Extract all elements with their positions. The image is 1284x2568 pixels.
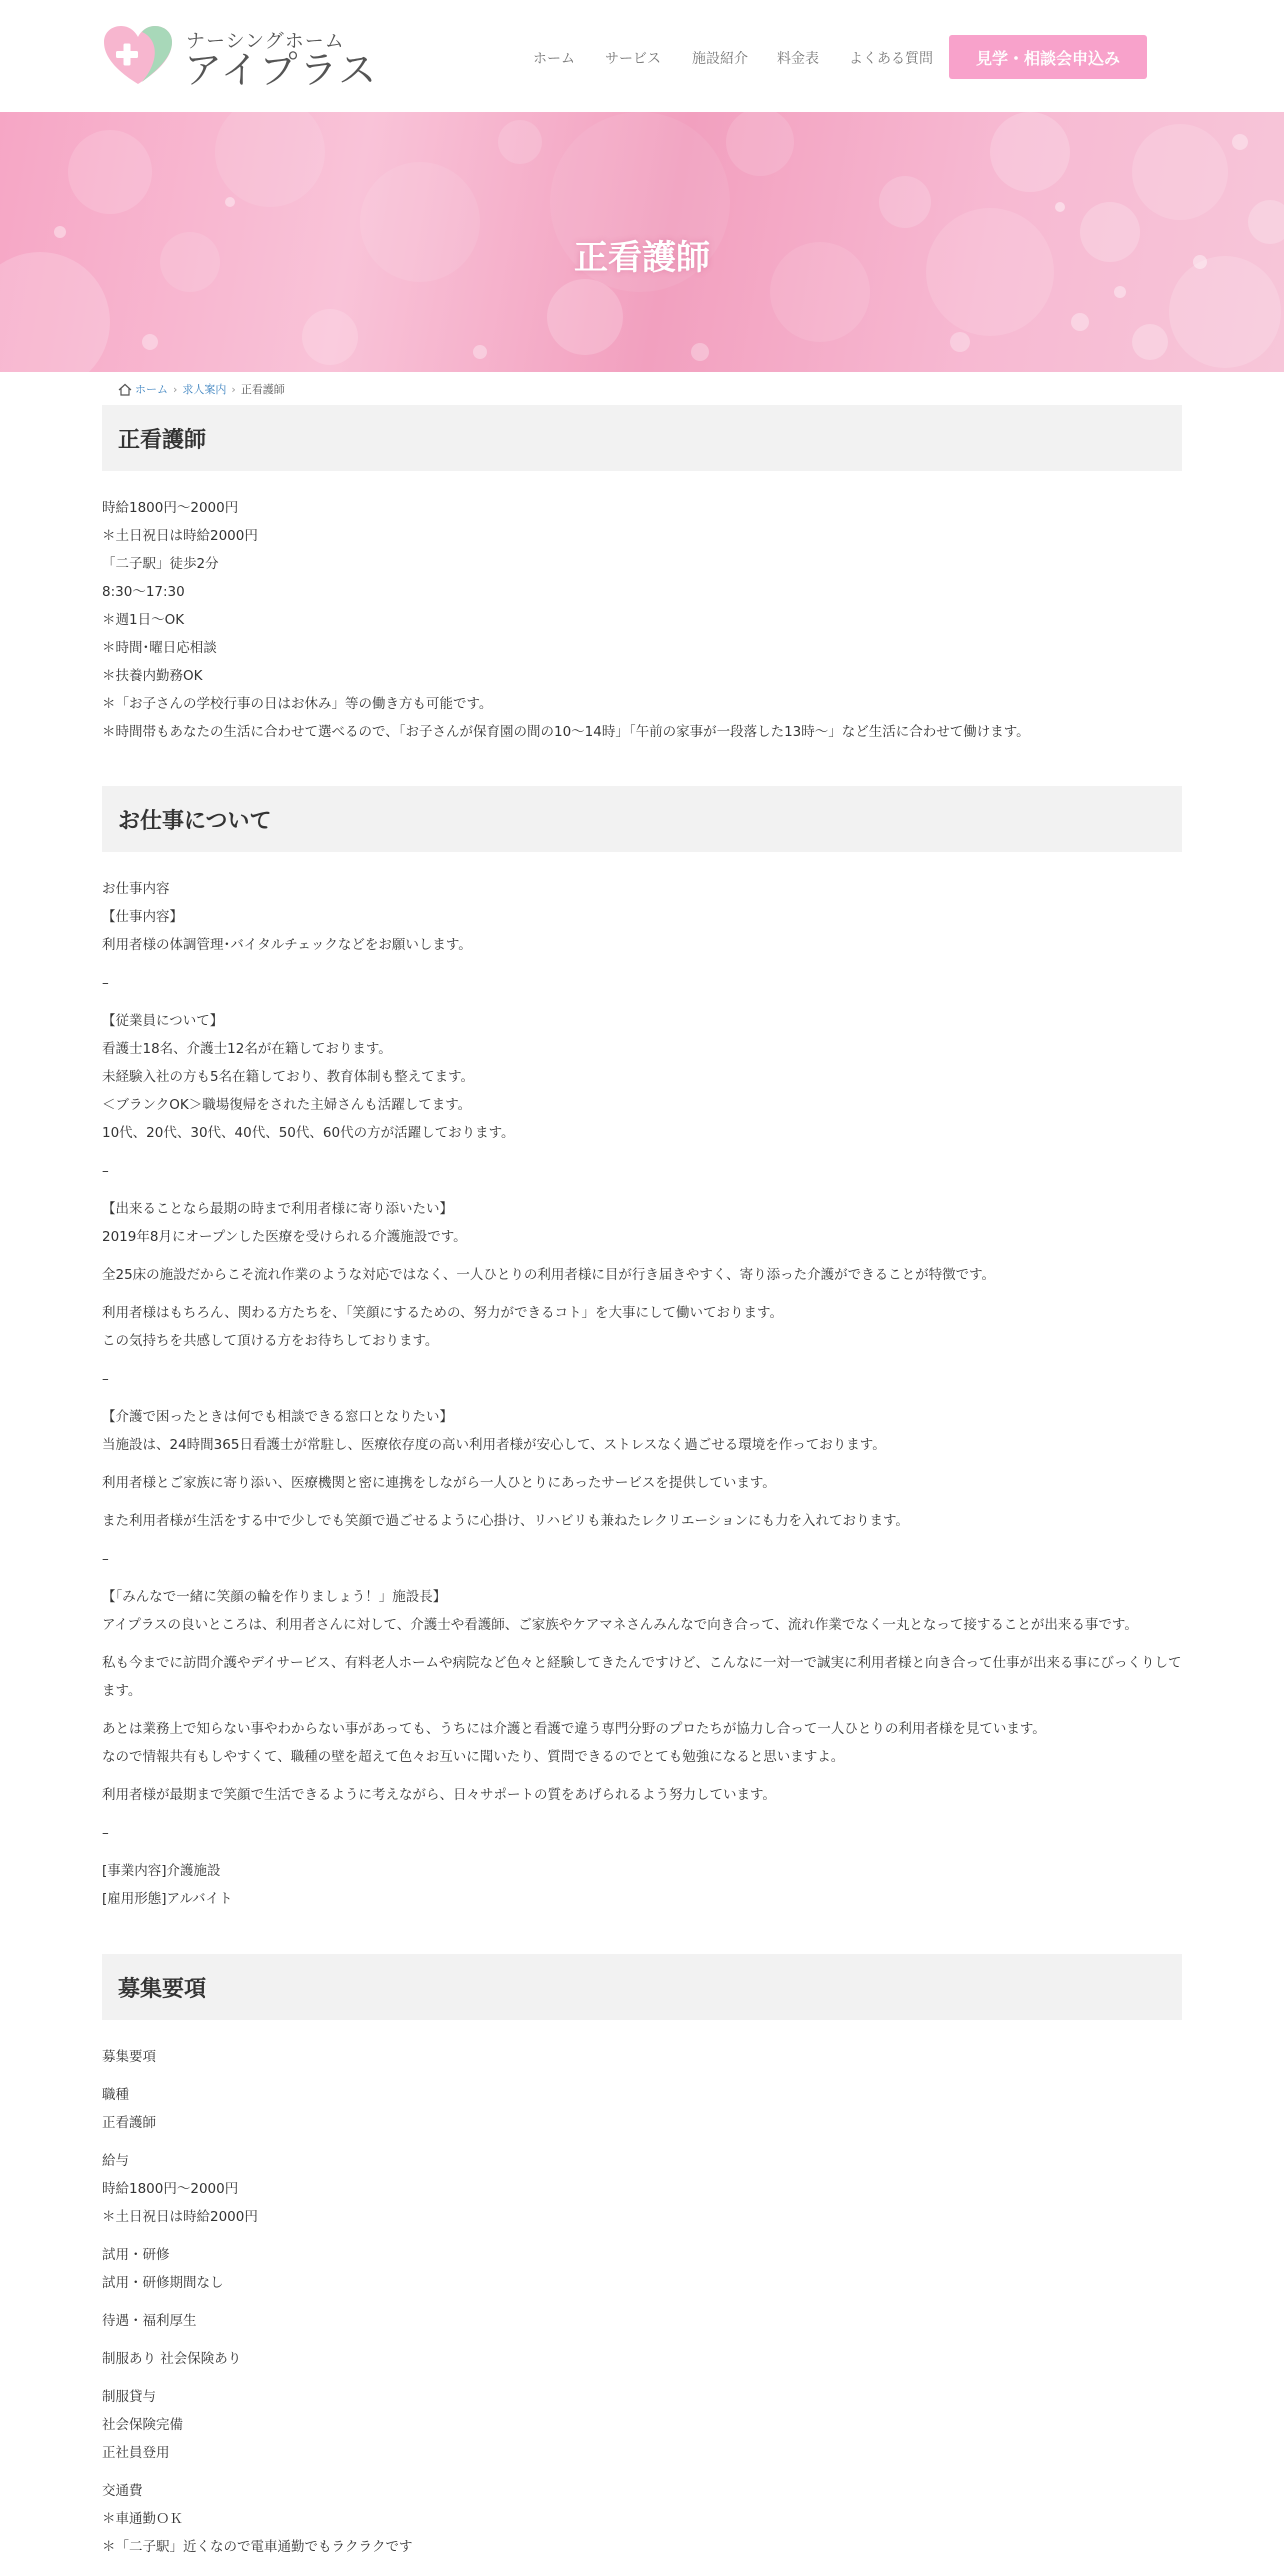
text-line: 10代、20代、30代、40代、50代、60代の方が活躍しております。 — [102, 1125, 515, 1141]
field-value: 正看護師 — [102, 2115, 156, 2131]
section-heading-requirements: 募集要項 — [102, 1954, 1182, 2020]
field-value: ＊車通勤ＯＫ — [102, 2511, 183, 2527]
text-line: ＜ブランクOK＞職場復帰をされた主婦さんも活躍してます。 — [102, 1097, 472, 1113]
breadcrumb-current: 正看護師 — [240, 383, 285, 396]
nav-pricing[interactable]: 料金表 — [777, 51, 819, 67]
field-label: 給与 — [102, 2153, 129, 2169]
text-line: 利用者様が最期まで笑顔で生活できるように考えながら、日々サポートの質をあげられるよう努力しています。 — [102, 1787, 776, 1803]
field-label: 試用・研修 — [102, 2247, 170, 2263]
text-line: 利用者様の体調管理･バイタルチェックなどをお願いします。 — [102, 937, 472, 953]
text-line: 【「みんなで一緒に笑顔の輪を作りましょう！」施設長】 — [102, 1589, 447, 1605]
breadcrumb-separator: › — [173, 382, 178, 396]
divider-dash: – — [102, 1163, 109, 1179]
text-line: 【従業員について】 — [102, 1013, 224, 1029]
home-icon — [118, 383, 132, 396]
logo-subtitle: ナーシングホーム — [186, 30, 345, 52]
text-line: 募集要項 — [102, 2049, 156, 2065]
text-line: ＊週1日～OK — [102, 612, 185, 628]
text-line: 8:30～17:30 — [102, 584, 185, 600]
field-value: 制服あり 社会保険あり — [102, 2351, 242, 2367]
site-header — [0, 0, 1284, 112]
text-line: ＊扶養内勤務OK — [102, 668, 203, 684]
text-line: 利用者様はもちろん、関わる方たちを、「笑顔にするための、努力ができるコト」を大事にして働いております。 — [102, 1305, 783, 1321]
page-title: 正看護師 — [574, 238, 710, 278]
field-value: ＊土日祝日は時給2000円 — [102, 2209, 258, 2225]
breadcrumb-home[interactable]: ホーム — [135, 383, 168, 396]
text-line: ＊「お子さんの学校行事の日はお休み」等の働き方も可能です。 — [102, 696, 493, 712]
nav-facility[interactable]: 施設紹介 — [692, 51, 748, 67]
divider-dash: – — [102, 1825, 109, 1841]
text-line: 看護士18名、介護士12名が在籍しております。 — [102, 1041, 392, 1057]
text-line: 当施設は、24時間365日看護士が常駐し、医療依存度の高い利用者様が安心して、ストレスなく過ごせる環境を作っております。 — [102, 1437, 886, 1453]
visit-application-button[interactable]: 見学・相談会申込み — [949, 35, 1147, 79]
heart-cross-logo-icon — [102, 24, 174, 88]
text-line: アイプラスの良いところは、利用者さんに対して、介護士や看護師、ご家族やケアマネさんみんなで向き合って、流れ作業でなく一丸となって接することが出来る事です。 — [102, 1617, 1138, 1633]
field-label: 職種 — [102, 2087, 129, 2103]
text-line: 利用者様とご家族に寄り添い、医療機関と密に連携をしながら一人ひとりにあったサービスを提供しています。 — [102, 1475, 776, 1491]
text-line: ＊時間･曜日応相談 — [102, 640, 217, 656]
text-line: なので情報共有もしやすくて、職種の壁を超えて色々お互いに聞いたり、質問できるのでとても勉強になると思いますよ。 — [102, 1749, 845, 1765]
section-heading-job: お仕事について — [102, 786, 1182, 852]
field-value: 時給1800円〜2000円 — [102, 2181, 239, 2197]
site-logo[interactable] — [102, 24, 379, 92]
field-value: ＊「二子駅」近くなので電車通勤でもラクラクです — [102, 2539, 413, 2555]
nav-home[interactable]: ホーム — [533, 51, 575, 67]
field-label: 制服貸与 — [102, 2389, 156, 2405]
field-value: 試用・研修期間なし — [102, 2275, 224, 2291]
field-value: 社会保険完備 — [102, 2417, 183, 2433]
text-line: この気持ちを共感して頂ける方をお待ちしております。 — [102, 1333, 439, 1349]
text-line: 2019年8月にオープンした医療を受けられる介護施設です。 — [102, 1229, 467, 1245]
field-label: 待遇・福利厚生 — [102, 2313, 197, 2329]
text-line: あとは業務上で知らない事やわからない事があっても、うちには介護と看護で違う専門分野のプロたちが協力し合って一人ひとりの利用者様を見ています。 — [102, 1721, 1046, 1737]
text-line: 「二子駅」徒歩2分 — [102, 556, 219, 572]
text-line: ＊時間帯もあなたの生活に合わせて選べるので、「お子さんが保育園の間の10～14時」「午前の家事が一段落した13時～」など生活に合わせて働けます。 — [102, 724, 1030, 740]
text-paragraph: 私も今までに訪問介護やデイサービス、有料老人ホームや病院など色々と経験してきたんですけど、こんなに一対一で誠実に利用者様と向き合って仕事が出来る事にびっくりしてます。 — [102, 1655, 1182, 1699]
breadcrumb — [118, 381, 285, 397]
breadcrumb-jobs[interactable]: 求人案内 — [182, 383, 227, 396]
text-line: ＊土日祝日は時給2000円 — [102, 528, 258, 544]
divider-dash: – — [102, 1551, 109, 1567]
field-label: 交通費 — [102, 2483, 143, 2499]
text-line: 【介護で困ったときは何でも相談できる窓口となりたい】 — [102, 1409, 453, 1425]
text-line: お仕事内容 — [102, 881, 170, 897]
logo-title: アイプラス — [184, 48, 379, 92]
breadcrumb-separator: › — [231, 382, 236, 396]
text-line: [事業内容]介護施設 — [102, 1863, 221, 1879]
text-line: 【仕事内容】 — [102, 909, 183, 925]
text-line: 【出来ることなら最期の時まで利用者様に寄り添いたい】 — [102, 1201, 453, 1217]
text-line: [雇用形態]アルバイト — [102, 1891, 233, 1907]
text-line: 全25床の施設だからこそ流れ作業のような対応ではなく、一人ひとりの利用者様に目が行き届きやすく、寄り添った介護ができることが特徴です。 — [102, 1267, 996, 1283]
hero-banner — [0, 112, 1284, 372]
text-line: 未経験入社の方も5名在籍しており、教育体制も整えてます。 — [102, 1069, 475, 1085]
text-line: 時給1800円〜2000円 — [102, 500, 239, 516]
divider-dash: – — [102, 975, 109, 991]
section-heading-position: 正看護師 — [102, 405, 1182, 471]
text-line: また利用者様が生活をする中で少しでも笑顔で過ごせるように心掛け、リハビリも兼ねたレクリエーションにも力を入れております。 — [102, 1513, 909, 1529]
divider-dash: – — [102, 1371, 109, 1387]
field-value: 正社員登用 — [102, 2445, 170, 2461]
nav-services[interactable]: サービス — [605, 51, 661, 67]
nav-faq[interactable]: よくある質問 — [849, 51, 933, 67]
